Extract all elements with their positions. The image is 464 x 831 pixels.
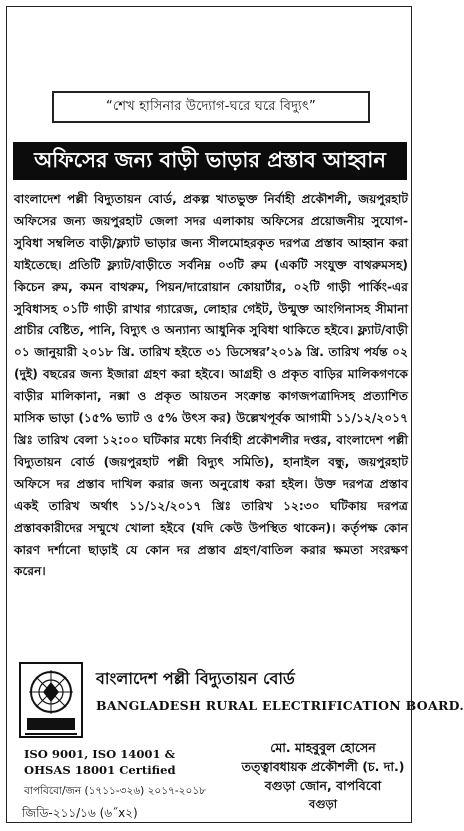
org-name-english: BANGLADESH RURAL ELECTRIFICATION BOARD.: [96, 698, 464, 713]
breb-logo: [19, 662, 83, 738]
cert-line-1: ISO 9001, ISO 14001 &: [24, 747, 176, 761]
signatory-designation: তত্ত্বাবধায়ক প্রকৌশলী (চ. দা.): [241, 759, 405, 774]
slogan-box: [52, 91, 370, 123]
certification: [24, 746, 176, 778]
signatory-office: বগুড়া জোন, বাপবিবো: [264, 778, 382, 793]
headline-banner: [13, 142, 407, 180]
gd-number: জিডি-২১১/১৬ (৬˝x২): [22, 806, 138, 820]
notice-body: বাংলাদেশ পল্লী বিদ্যুতায়ন বোর্ড, প্রকল্প খাতভুক্ত নির্বাহী প্রকৌশলী, জয়পুরহাট অফিসের জন্য জয়পুরহাট জেলা সদর এলাকায় অফিসের প্রয়োজনীয় সুযোগ-সুবিধা সম্বলিত বাড়ী/ফ্ল্যাট ভাড়ার জন্য সীলমোহরকৃত দরপত্র প্রস্তাব আহ্বান করা যাইতেছে। প্রতিটি ফ্ল্যাট/বাড়ীতে সর্বনিম্ন ০৩টি রুম (একটি সংযুক্ত বাথরুমসহ) কিচেন রুম, কমন বাথরুম, পিয়ন/দারোয়ান কোয়ার্টার, ০২টি গাড়ী পার্কিং-এর সুবিধাসহ ০১টি গাড়ী রাখার গ্যারেজ, লোহার গেইট, উন্মুক্ত আংগিনাসহ সীমানা প্রাচীর বেষ্টিত, পানি, বিদ্যুৎ ও অন্যান্য আধুনিক সুবিধা থাকিতে হইবে। ফ্ল্যাট/বাড়ী ০১ জানুয়ারী ২০১৮ খ্রি. তারিখ হইতে ৩১ ডিসেম্বর’২০১৯ খ্রি. তারিখ পর্যন্ত ০২ (দুই) বছরের জন্য ইজারা গ্রহণ করা হইবে। আগ্রহী ও প্রকৃত বাড়ির মালিকগণকে বাড়ীর মালিকানা, নক্সা ও প্রকৃত আয়তন সংক্রান্ত কাগজপত্রাদিসহ প্রত্যাশিত মাসিক ভাড়া (১৫% ভ্যাট ও ৫% উৎস কর) উল্লেখপূর্বক আগামী ১১/১২/২০১৭ খ্রিঃ তারিখ বেলা ১২:০০ ঘটিকার মধ্যে নির্বাহী প্রকৌশলীর দপ্তর, বাংলাদেশ পল্লী বিদ্যুতায়ন বোর্ড (জয়পুরহাট পল্লী বিদ্যুৎ সমিতি), হানাইল বন্ধু, জয়পুরহাট অফিসে দর প্রস্তাব দাখিল করার জন্য অনুরোধ করা হইল। উক্ত দরপত্র প্রস্তাব একই তারিখ অর্থাৎ ১১/১২/২০১৭ খ্রিঃ তারিখ ১২:৩০ ঘটিকায় দরপত্র প্রস্তাবকারীদের সম্মুখে খোলা হইবে (যদি কেউ উপস্থিত থাকেন)। কর্তৃপক্ষ কোন কারণ দর্শানো ছাড়াই যে কোন দর প্রস্তাব গ্রহণ/বাতিল করার ক্ষমতা সংরক্ষণ করেন।: [14, 192, 408, 579]
cert-line-2: OHSAS 18001 Certified: [24, 763, 176, 777]
signatory-block: [238, 738, 408, 814]
memo-number: বাপবিবো/জন (১৭১১-৩২৬) ২০১৭-২০১৮: [24, 785, 206, 797]
signatory-name: মো. মাহবুবুল হোসেন: [270, 740, 376, 755]
signatory-city: বগুড়া: [308, 797, 338, 811]
org-name-bangla: বাংলাদেশ পল্লী বিদ্যুতায়ন বোর্ড: [96, 669, 295, 688]
slogan-text: “শেখ হাসিনার উদ্যোগ-ঘরে ঘরে বিদ্যুৎ”: [106, 98, 316, 114]
headline-text: অফিসের জন্য বাড়ী ভাড়ার প্রস্তাব আহ্বান: [34, 147, 386, 172]
breb-logo-icon: [21, 664, 81, 736]
